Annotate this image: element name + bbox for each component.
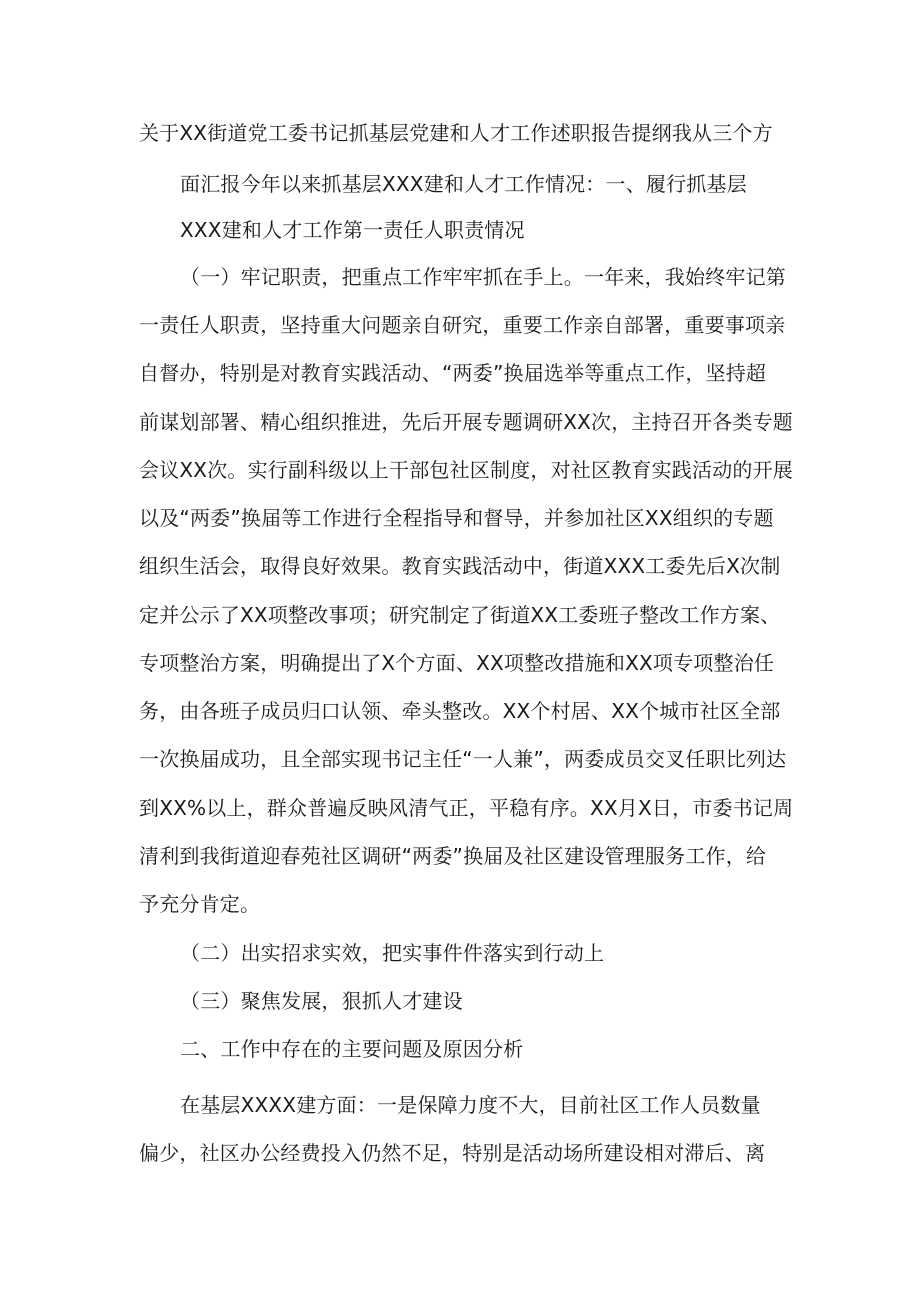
title-line-1: 关于XX街道党工委书记抓基层党建和人才工作述职报告提纲我从三个方 <box>139 121 773 145</box>
paragraph-line: 会议XX次。实行副科级以上干部包社区制度，对社区教育实践活动的开展 <box>139 458 794 482</box>
paragraph-line: 务，由各班子成员归口认领、牵头整改。XX个村居、XX个城市社区全部 <box>139 699 781 723</box>
paragraph-line: 专项整治方案，明确提出了X个方面、XX项整改措施和XX项专项整治任 <box>139 651 775 675</box>
paragraph-line: 偏少，社区办公经费投入仍然不足，特别是活动场所建设相对滞后、离 <box>139 1141 766 1165</box>
paragraph-line: 前谋划部署、精心组织推进，先后开展专题调研XX次，主持召开各类专题 <box>139 410 794 434</box>
paragraph-line: （一）牢记职责，把重点工作牢牢抓在手上。一年来，我始终牢记第 <box>180 265 786 289</box>
paragraph-line: 以及“两委”换届等工作进行全程指导和督导，并参加社区XX组织的专题 <box>139 506 774 530</box>
paragraph-line: 到XX%以上，群众普遍反映风清气正，平稳有序。XX月X日，市委书记周 <box>139 796 794 820</box>
paragraph-line: 定并公示了XX项整改事项；研究制定了街道XX工委班子整改工作方案、 <box>139 603 781 627</box>
subheading-3: （三）聚焦发展，狠抓人才建设 <box>180 989 463 1013</box>
paragraph-line: 一次换届成功，且全部实现书记主任“一人兼”，两委成员交叉任职比列达 <box>139 747 787 771</box>
paragraph-line: 自督办，特别是对教育实践活动、“两委”换届选举等重点工作，坚持超 <box>139 361 767 385</box>
paragraph-line: 在基层XXXX建方面：一是保障力度不大，目前社区工作人员数量 <box>180 1093 761 1117</box>
paragraph-line: 予充分肯定。 <box>139 892 261 916</box>
title-line-3: XXX建和人才工作第一责任人职责情况 <box>180 218 525 242</box>
paragraph-line: 清利到我街道迎春苑社区调研“两委”换届及社区建设管理服务工作，给 <box>139 844 767 868</box>
paragraph-line: 一责任人职责，坚持重大问题亲自研究，重要工作亲自部署，重要事项亲 <box>139 313 786 337</box>
paragraph-line: 组织生活会，取得良好效果。教育实践活动中，街道XXX工委先后X次制 <box>139 554 781 578</box>
section-heading-2: 二、工作中存在的主要问题及原因分析 <box>180 1037 524 1061</box>
subheading-2: （二）出实招求实效，把实事件件落实到行动上 <box>180 941 605 965</box>
title-line-2: 面汇报今年以来抓基层XXX建和人才工作情况：一、履行抓基层 <box>180 172 747 196</box>
